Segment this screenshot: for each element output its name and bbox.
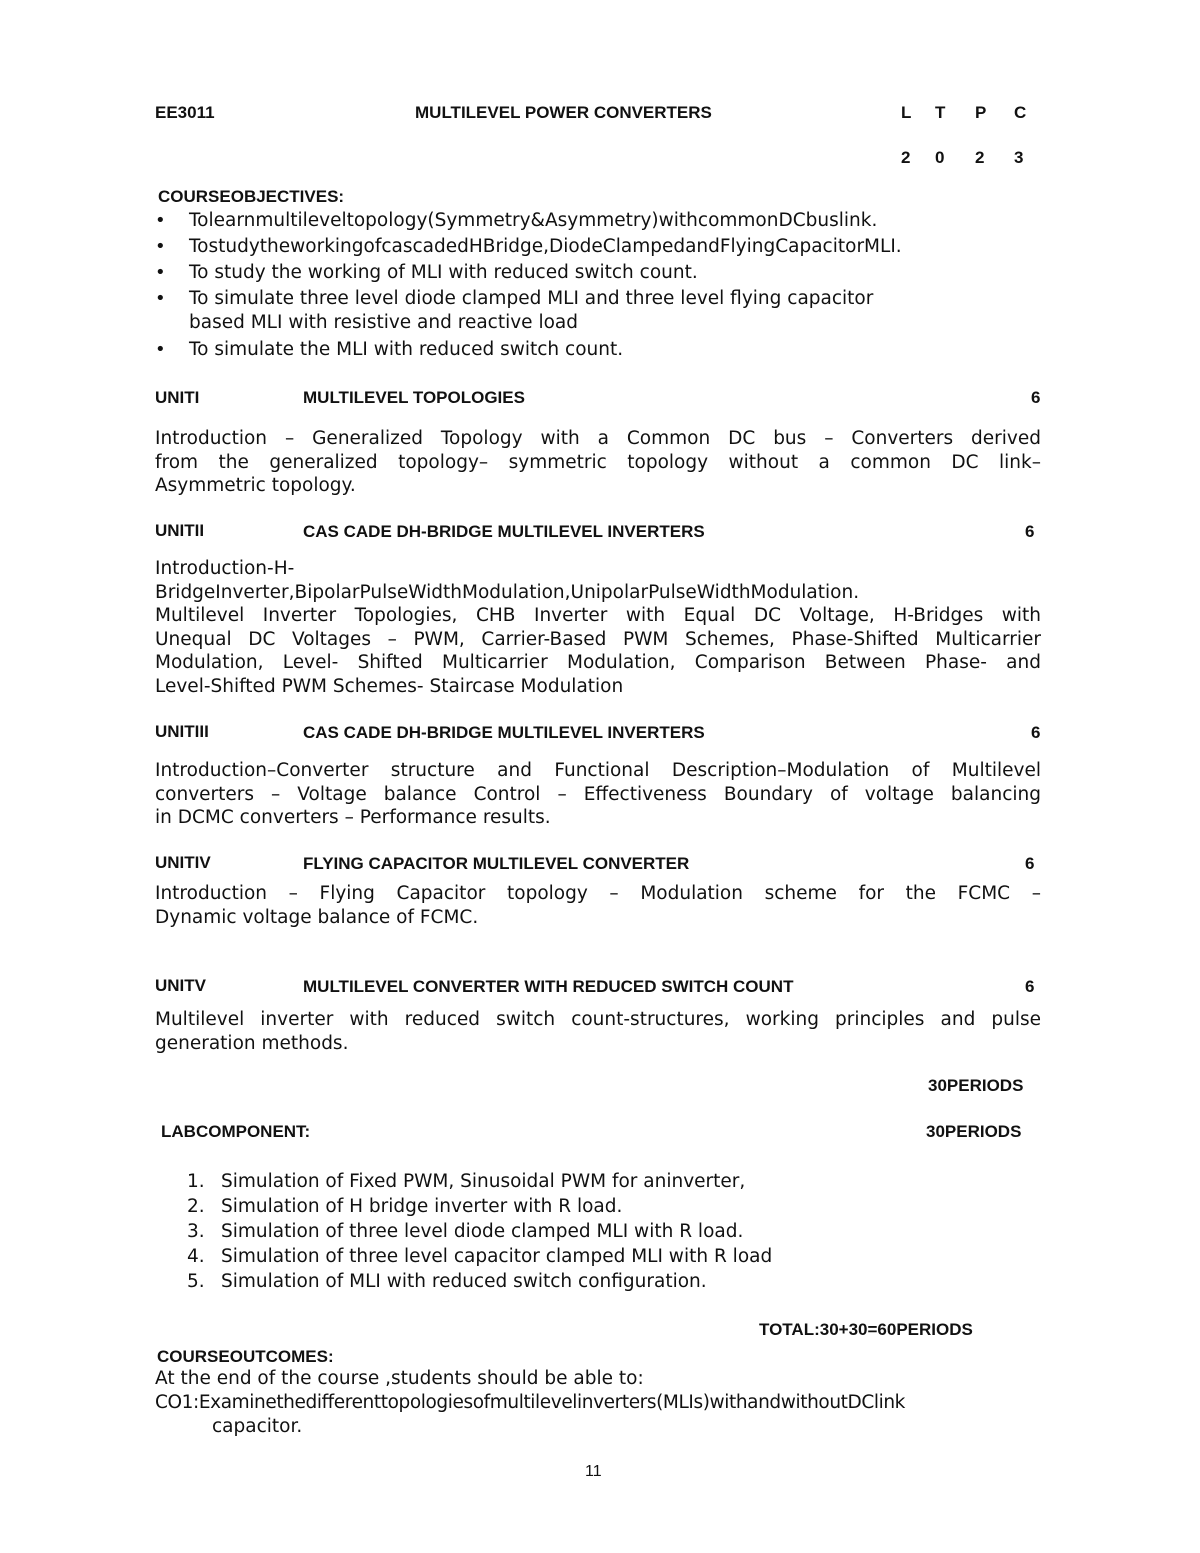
unit-description-line: Introduction – Flying Capacitor topology – Modulation scheme for the FCMC – [155,883,1041,904]
objectives-heading: COURSEOBJECTIVES: [158,187,345,206]
objective-item [155,209,1035,233]
unit-hours: 6 [1031,388,1041,407]
unit-description-line: Introduction – Generalized Topology with a Common DC bus – Converters derived [155,428,1041,449]
objective-item [155,261,1035,285]
ltpc-label-t: T [935,103,946,122]
bullet-icon: • [155,262,166,283]
lab-periods: 30PERIODS [926,1122,1022,1141]
bullet-icon: • [155,339,166,360]
bullet-icon: • [155,288,166,309]
ltpc-value-c: 3 [1014,148,1024,167]
unit-description [155,759,1041,830]
objective-item [155,235,1035,259]
ltpc-value-t: 0 [935,148,945,167]
course-title: MULTILEVEL POWER CONVERTERS [415,103,712,122]
unit-label: UNITIV [155,853,211,872]
lab-item [187,1245,1047,1269]
unit-description-line: Dynamic voltage balance of FCMC. [155,906,479,928]
lab-item-text: Simulation of three level capacitor clamped MLI with R load [221,1246,773,1267]
objective-text: TostudytheworkingofcascadedHBridge,DiodeClampedandFlyingCapacitorMLI. [189,236,902,257]
unit-label: UNITII [155,521,205,540]
unit-description-line: converters – Voltage balance Control – Effectiveness Boundary of voltage balancing [155,783,1041,805]
total-periods: TOTAL:30+30=60PERIODS [759,1320,973,1339]
objective-text: To simulate three level diode clamped MLI and three level flying capacitor [189,288,874,309]
unit-hours: 6 [1025,977,1035,996]
lab-item-number: 4. [187,1246,205,1267]
bullet-icon: • [155,236,166,257]
bullet-icon: • [155,210,166,231]
unit-description [155,1008,1041,1055]
lab-item [187,1195,1047,1219]
unit-title: CAS CADE DH-BRIDGE MULTILEVEL INVERTERS [303,522,705,541]
course-code: EE3011 [155,103,215,122]
unit-description-line: Modulation, Level- Shifted Multicarrier Modulation, Comparison Between Phase- and [155,652,1041,673]
unit-label: UNITIII [155,722,209,741]
unit-description [155,882,1041,929]
lab-item-text: Simulation of three level diode clamped MLI with R load. [221,1221,744,1242]
lab-heading: LABCOMPONENT: [161,1122,311,1141]
objective-text: To study the working of MLI with reduced switch count. [189,262,698,283]
ltpc-value-p: 2 [975,148,985,167]
ltpc-label-c: C [1014,103,1027,122]
ltpc-label-l: L [901,103,912,122]
unit-title: MULTILEVEL CONVERTER WITH REDUCED SWITCH COUNT [303,977,794,996]
theory-periods: 30PERIODS [928,1076,1024,1095]
unit-label: UNITV [155,976,206,995]
unit-description-line: Multilevel inverter with reduced switch count-structures, working principles and pulse [155,1009,1041,1030]
unit-title: CAS CADE DH-BRIDGE MULTILEVEL INVERTERS [303,723,705,742]
unit-description-line: Unequal DC Voltages – PWM, Carrier-Based PWM Schemes, Phase-Shifted Multicarrier [155,628,1041,650]
lab-item-number: 1. [187,1171,205,1192]
objective-text: Tolearnmultileveltopology(Symmetry&Asymmetry)withcommonDCbuslink. [189,210,878,231]
unit-description-line: Introduction–Converter structure and Functional Description–Modulation of Multilevel [155,760,1041,781]
unit-description-line: from the generalized topology– symmetric topology without a common DC link– [155,451,1041,473]
lab-item-number: 2. [187,1196,205,1217]
lab-item [187,1170,1047,1194]
lab-item-text: Simulation of Fixed PWM, Sinusoidal PWM for aninverter, [221,1171,746,1192]
unit-title: MULTILEVEL TOPOLOGIES [303,388,525,407]
lab-item [187,1220,1047,1244]
outcomes-intro: At the end of the course ,students should be able to: [155,1368,644,1389]
objective-item [155,338,1035,362]
unit-description-line: Asymmetric topology. [155,475,356,496]
page-number: 11 [585,1463,602,1480]
unit-description-line: Level-Shifted PWM Schemes- Staircase Modulation [155,675,624,697]
unit-description-line: BridgeInverter,BipolarPulseWidthModulation,UnipolarPulseWidthModulation. [155,581,860,603]
lab-item-text: Simulation of MLI with reduced switch configuration. [221,1271,707,1292]
lab-item-number: 3. [187,1221,205,1242]
lab-item-text: Simulation of H bridge inverter with R load. [221,1196,623,1217]
unit-label: UNITI [155,388,200,407]
unit-hours: 6 [1025,854,1035,873]
objective-text: To simulate the MLI with reduced switch count. [189,339,624,360]
unit-description [155,427,1041,498]
ltpc-label-p: P [975,103,987,122]
outcome-co1-continuation: capacitor. [212,1416,303,1437]
unit-description-line: Introduction-H- [155,558,295,579]
unit-hours: 6 [1031,723,1041,742]
objective-text: based MLI with resistive and reactive load [189,311,578,333]
objective-item [155,287,1035,335]
outcomes-heading: COURSEOUTCOMES: [157,1347,334,1366]
unit-description-line: Multilevel Inverter Topologies, CHB Inverter with Equal DC Voltage, H-Bridges with [155,605,1041,626]
ltpc-value-l: 2 [901,148,911,167]
unit-hours: 6 [1025,522,1035,541]
unit-description-line: in DCMC converters – Performance results. [155,807,551,828]
lab-item-number: 5. [187,1271,205,1292]
unit-title: FLYING CAPACITOR MULTILEVEL CONVERTER [303,854,690,873]
unit-description [155,557,1041,698]
outcome-co1-line: CO1:Examinethedifferenttopologiesofmultilevelinverters(MLIs)withandwithoutDClink [155,1392,905,1413]
unit-description-line: generation methods. [155,1032,349,1054]
lab-item [187,1270,1047,1294]
